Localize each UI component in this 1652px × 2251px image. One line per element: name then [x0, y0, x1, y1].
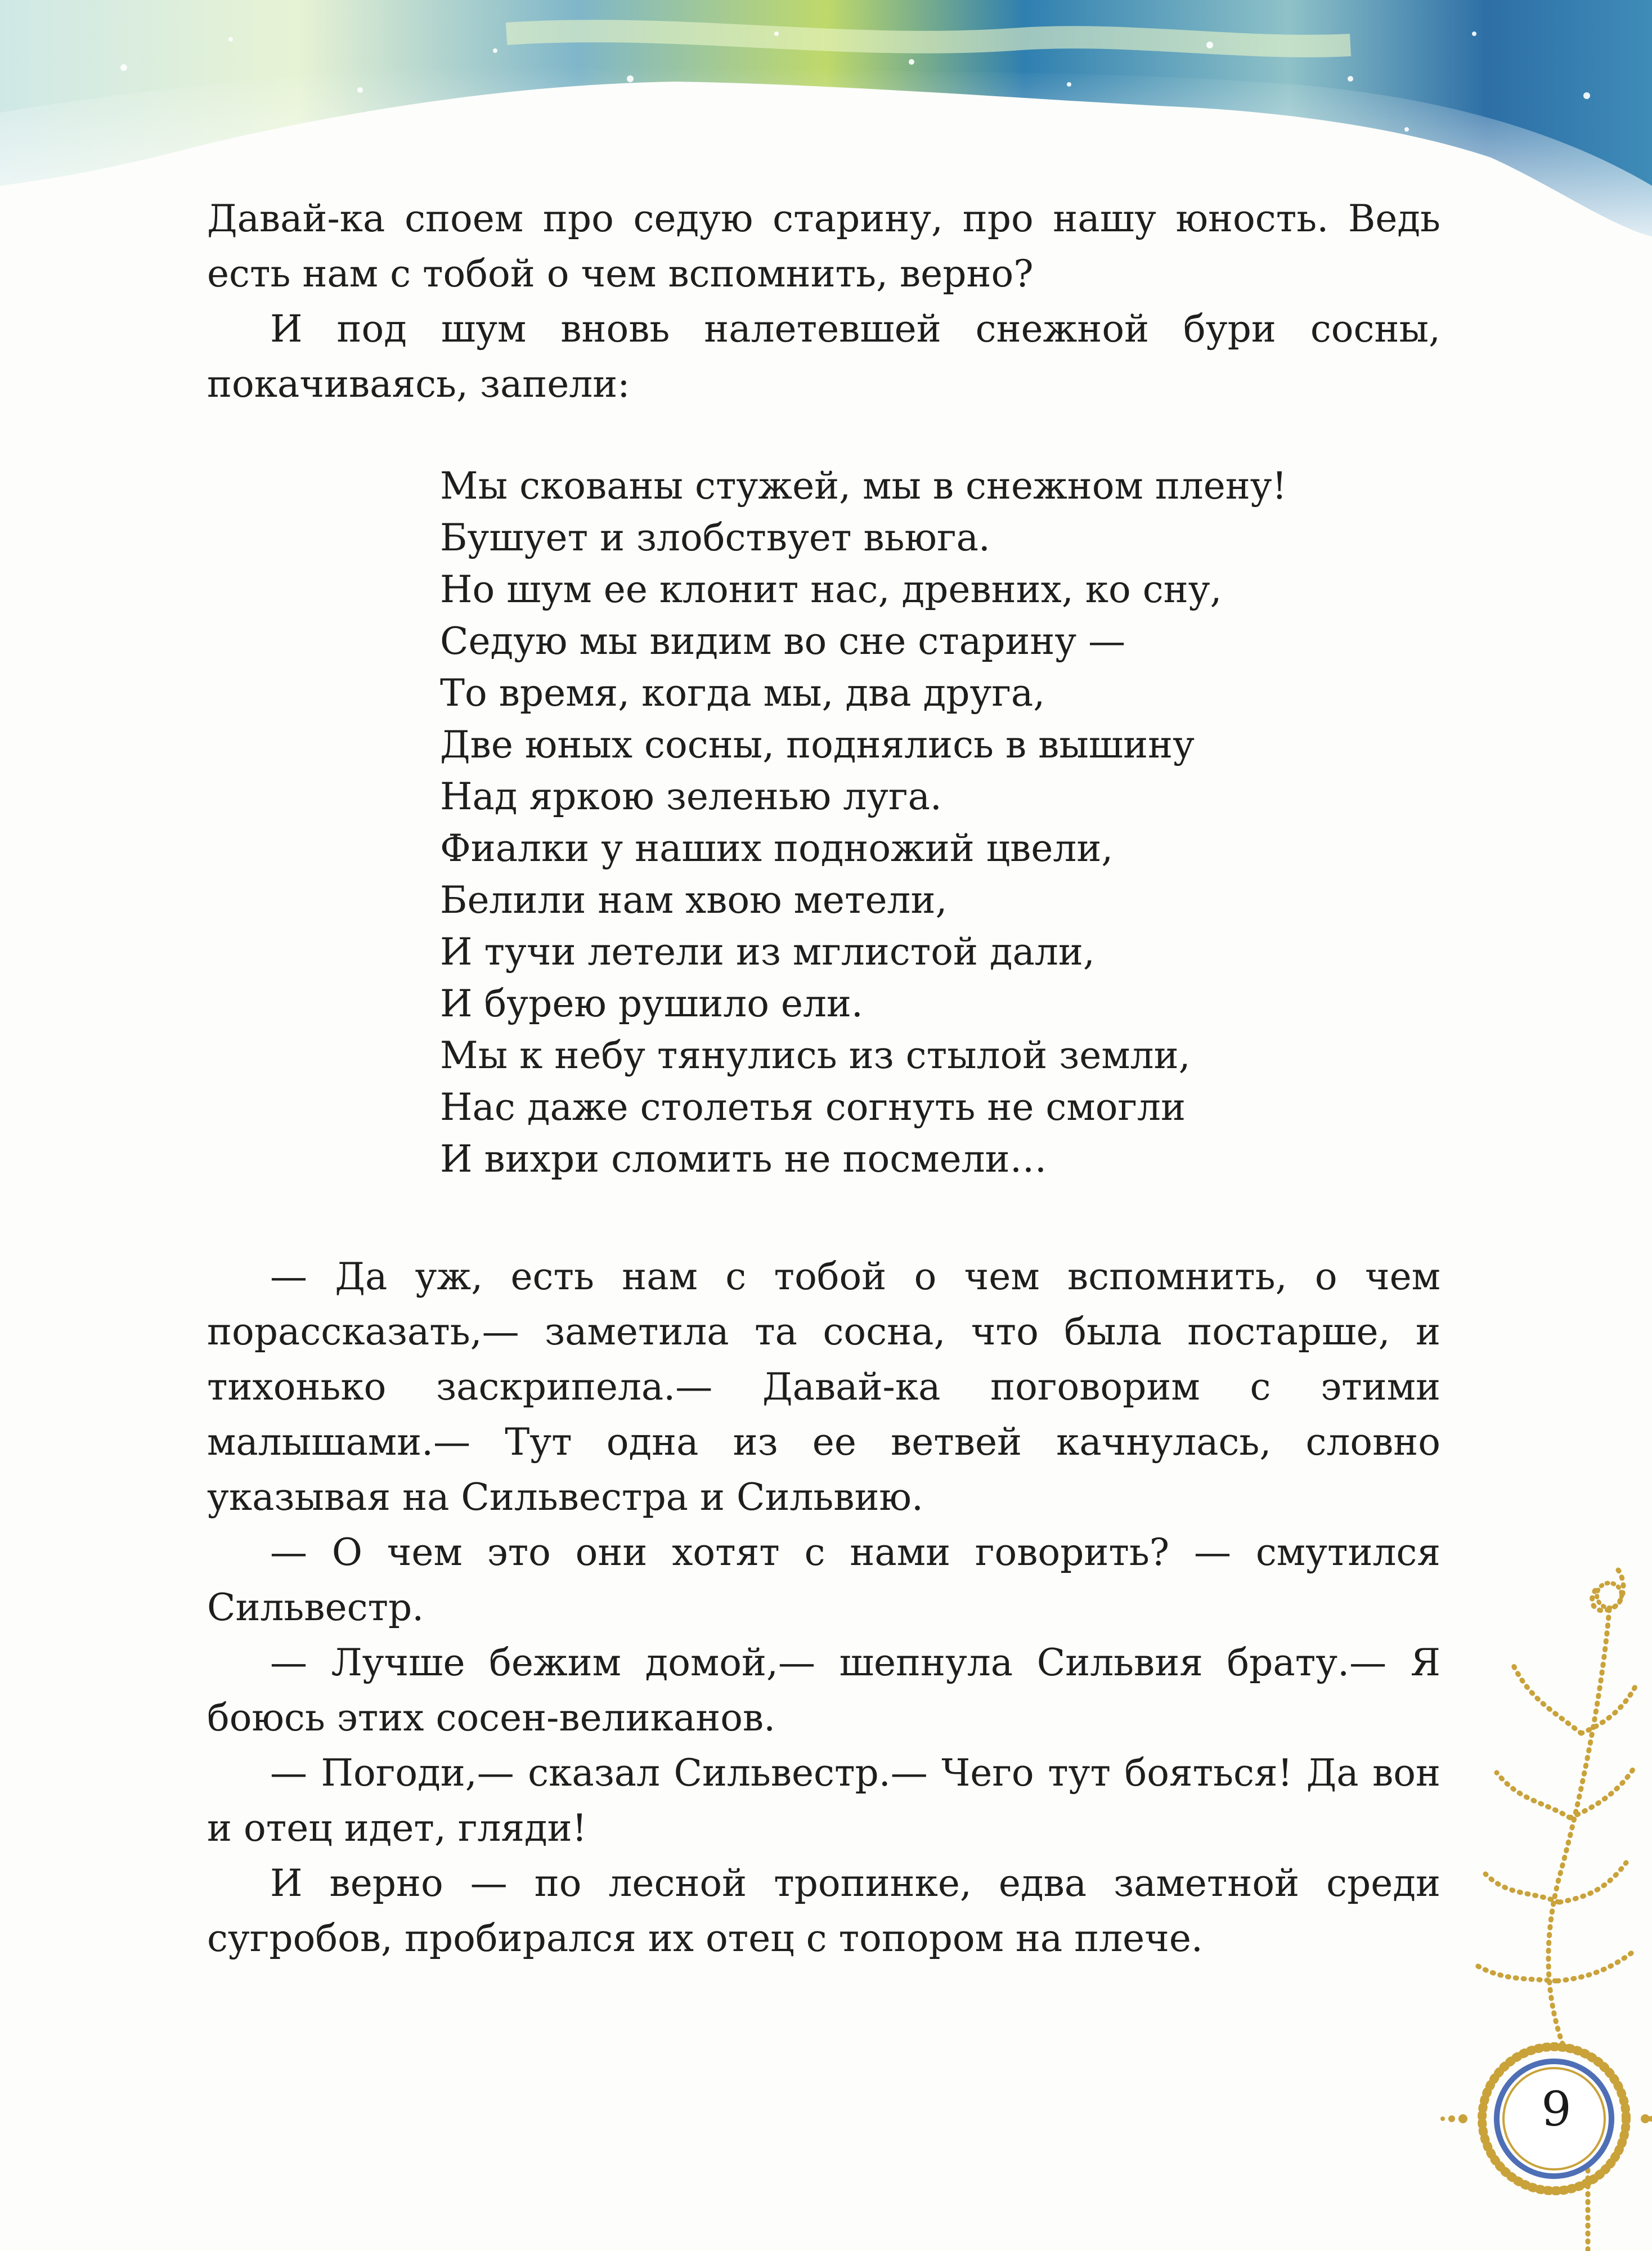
prose-bottom-paragraph: — Да уж, есть нам с тобой о чем вспомнить, о чем порассказать,— заметила та сосна, что была постарше, и тихонько заскрипела.— Давай-ка поговорим с этими малышами.— Тут одна из ее ветвей качнулась, словно указывая на Сильвестра и Сильвию.	[207, 1255, 1440, 1519]
prose-bottom	[207, 1249, 1440, 1966]
prose-top-paragraph: Давай-ка споем про седую старину, про нашу юность. Ведь есть нам с тобой о чем вспомнить, верно?	[207, 197, 1440, 295]
poem-line: Нас даже столетья согнуть не смогли	[440, 1086, 1186, 1129]
poem-line: Но шум ее клонит нас, древних, ко сну,	[440, 568, 1222, 611]
poem-line: И вихри сломить не посмели…	[440, 1137, 1047, 1181]
poem-line: Седую мы видим во сне старину —	[440, 620, 1126, 663]
poem-line: Бушует и злобствует вьюга.	[440, 516, 990, 559]
poem-line: Над яркою зеленью луга.	[440, 775, 942, 818]
prose-top-paragraph: И под шум вновь налетевшей снежной бури сосны, покачиваясь, запели:	[207, 307, 1440, 406]
poem-line: Белили нам хвою метели,	[440, 878, 948, 922]
poem-line: И бурею рушило ели.	[440, 982, 863, 1025]
poem	[440, 460, 1287, 1185]
gold-beaded-branch-ornament	[1440, 1564, 1652, 2251]
poem-line: Две юных сосны, поднялись в вышину	[440, 723, 1195, 766]
prose-bottom-paragraph: — О чем это они хотят с нами говорить? — смутился Сильвестр.	[207, 1531, 1440, 1629]
poem-line: Фиалки у наших подножий цвели,	[440, 827, 1114, 870]
prose-bottom-paragraph: — Погоди,— сказал Сильвестр.— Чего тут бояться! Да вон и отец идет, гляди!	[207, 1751, 1440, 1850]
page-number: 9	[1541, 2082, 1572, 2137]
prose-bottom-paragraph: И верно — по лесной тропинке, едва заметной среди сугробов, пробирался их отец с топором на плече.	[207, 1862, 1440, 1960]
poem-line: И тучи летели из мглистой дали,	[440, 930, 1095, 974]
poem-line: Мы к небу тянулись из стылой земли,	[440, 1034, 1191, 1077]
poem-line: Мы скованы стужей, мы в снежном плену!	[440, 464, 1287, 508]
prose-top	[207, 191, 1440, 412]
poem-line: То время, когда мы, два друга,	[440, 671, 1045, 715]
prose-bottom-paragraph: — Лучше бежим домой,— шепнула Сильвия брату.— Я боюсь этих сосен-великанов.	[207, 1641, 1440, 1739]
